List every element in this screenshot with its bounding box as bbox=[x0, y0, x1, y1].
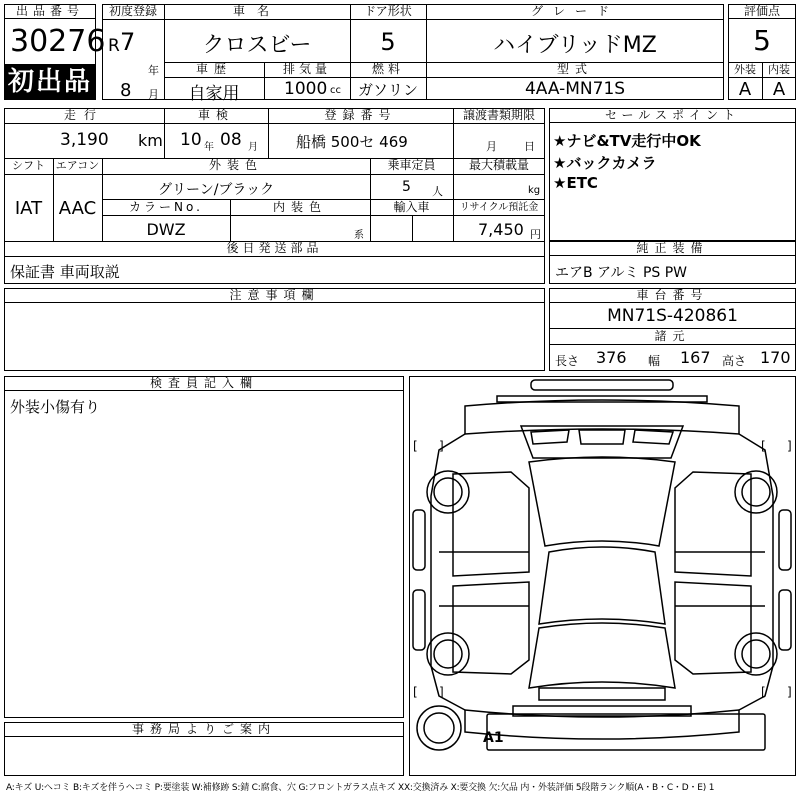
inspection-month-unit: 月 bbox=[248, 142, 258, 153]
shift: IAT bbox=[14, 198, 43, 219]
later-parts: 保証書 車両取説 bbox=[10, 263, 120, 281]
plate-label: 登録番号 bbox=[324, 108, 397, 122]
transfer-month-unit: 月 bbox=[486, 140, 497, 153]
grade: ハイブリッドMZ bbox=[493, 33, 657, 58]
length-label: 長さ bbox=[555, 354, 580, 368]
displacement-label: 排気量 bbox=[282, 62, 331, 76]
doors: 5 bbox=[380, 28, 396, 56]
bracket-rr-close: ] bbox=[787, 685, 792, 699]
inspection-month: 08 bbox=[220, 130, 242, 150]
equipment-label: 純正装備 bbox=[549, 241, 796, 256]
damage-mark-a1: A1 bbox=[483, 730, 504, 746]
transfer-label: 譲渡書類期限 bbox=[462, 108, 535, 122]
aircon: AAC bbox=[58, 198, 97, 219]
office-label: 事務局よりご案内 bbox=[4, 722, 404, 737]
mileage-unit: km bbox=[138, 131, 163, 150]
mileage: 3,190 bbox=[60, 130, 109, 150]
car-name-label: 車名 bbox=[232, 4, 281, 18]
lot-number: 30276 bbox=[10, 24, 106, 59]
first-listing-badge: 初出品 bbox=[4, 64, 96, 100]
inspection-year-unit: 年 bbox=[204, 142, 214, 153]
bracket-rl-close: ] bbox=[439, 685, 444, 699]
history-label: 車歴 bbox=[195, 62, 232, 76]
lot-label: 出品番号 bbox=[4, 4, 96, 19]
fuel-label: 燃料 bbox=[371, 62, 404, 76]
score-label: 評価点 bbox=[728, 4, 796, 19]
sales-point-1: ★ナビ&TV走行中OK bbox=[553, 132, 701, 150]
inspector-note: 外装小傷有り bbox=[10, 398, 101, 416]
ext-color-label: 外装色 bbox=[208, 158, 263, 172]
shift-label: シフト bbox=[12, 159, 45, 172]
width-label: 幅 bbox=[648, 354, 661, 368]
capacity-label: 乗車定員 bbox=[387, 158, 436, 172]
exterior-grade: A bbox=[738, 79, 752, 100]
displacement-unit: cc bbox=[330, 85, 341, 96]
ext-color: グリーン/ブラック bbox=[158, 182, 275, 198]
length: 376 bbox=[596, 348, 627, 367]
sales-point-2: ★バックカメラ bbox=[553, 154, 657, 172]
reg-year: 7 bbox=[120, 28, 136, 56]
reg-month: 8 bbox=[120, 80, 132, 101]
transfer-day-unit: 日 bbox=[524, 140, 535, 153]
model-label: 型式 bbox=[556, 62, 593, 76]
exterior-label: 外装 bbox=[734, 63, 756, 76]
reg-month-unit: 月 bbox=[148, 88, 159, 101]
legend: A:キズ U:ヘコミ B:キズを伴うヘコミ P:要塗装 W:補修跡 S:錆 C:腐食、穴 G:フロントガラス点キズ XX:交換済み X:要交換 欠:欠品 内・外装評価 5段階ランク順(A・B・C・D・E) 1 bbox=[6, 783, 715, 793]
reg-year-unit: 年 bbox=[148, 64, 159, 77]
int-color-label: 内装色 bbox=[272, 200, 327, 214]
bracket-fr-open: [ bbox=[761, 439, 766, 453]
specs-label: 諸元 bbox=[654, 329, 691, 343]
era: R bbox=[108, 36, 120, 56]
load-unit: kg bbox=[528, 185, 541, 196]
first-reg-label: 初度登録 bbox=[108, 4, 157, 18]
sales-points-label: セールスポイント bbox=[549, 108, 796, 123]
mileage-label: 走行 bbox=[63, 108, 104, 122]
int-color-unit: 系 bbox=[354, 230, 364, 241]
interior-grade: A bbox=[772, 79, 786, 100]
aircon-label: エアコン bbox=[55, 159, 100, 172]
capacity: 5 bbox=[402, 179, 411, 195]
plate: 船橋 500セ 469 bbox=[296, 133, 408, 151]
car-name: クロスビー bbox=[202, 33, 312, 58]
interior-label: 内装 bbox=[768, 63, 790, 76]
grade-label: グレード bbox=[530, 4, 619, 18]
bracket-rr-open: [ bbox=[761, 685, 766, 699]
height: 170 bbox=[760, 348, 791, 367]
bracket-rl-open: [ bbox=[413, 685, 418, 699]
inspection-label: 車検 bbox=[197, 108, 234, 122]
inspector-label: 検査員記入欄 bbox=[4, 376, 404, 391]
load-label: 最大積載量 bbox=[468, 158, 529, 172]
fuel: ガソリン bbox=[357, 81, 418, 99]
model: 4AA-MN71S bbox=[524, 79, 626, 99]
recycle: 7,450 bbox=[478, 220, 524, 239]
color-no: DWZ bbox=[146, 220, 186, 239]
car-diagram bbox=[409, 376, 796, 776]
color-no-label: カラーNo. bbox=[129, 200, 203, 214]
chassis-label: 車台番号 bbox=[549, 288, 796, 303]
inspector-box bbox=[4, 376, 404, 718]
bracket-fl-open: [ bbox=[413, 439, 418, 453]
door-label: ドア形状 bbox=[364, 4, 412, 18]
capacity-unit: 人 bbox=[432, 185, 443, 198]
sales-point-3: ★ETC bbox=[553, 174, 598, 192]
import-label: 輸入車 bbox=[393, 200, 430, 214]
later-parts-label: 後日発送部品 bbox=[226, 241, 323, 255]
notes-label: 注意事項欄 bbox=[4, 288, 545, 303]
score: 5 bbox=[753, 24, 771, 57]
height-label: 高さ bbox=[722, 354, 747, 368]
recycle-label: リサイクル預託金 bbox=[459, 202, 539, 213]
bracket-fr-close: ] bbox=[787, 439, 792, 453]
displacement: 1000 bbox=[284, 79, 328, 99]
chassis-number: MN71S-420861 bbox=[607, 306, 738, 326]
inspection-year: 10 bbox=[180, 130, 202, 150]
equipment: エアB アルミ PS PW bbox=[555, 265, 688, 281]
width: 167 bbox=[680, 348, 711, 367]
recycle-unit: 円 bbox=[530, 228, 541, 241]
history: 自家用 bbox=[188, 84, 240, 104]
bracket-fl-close: ] bbox=[439, 439, 444, 453]
